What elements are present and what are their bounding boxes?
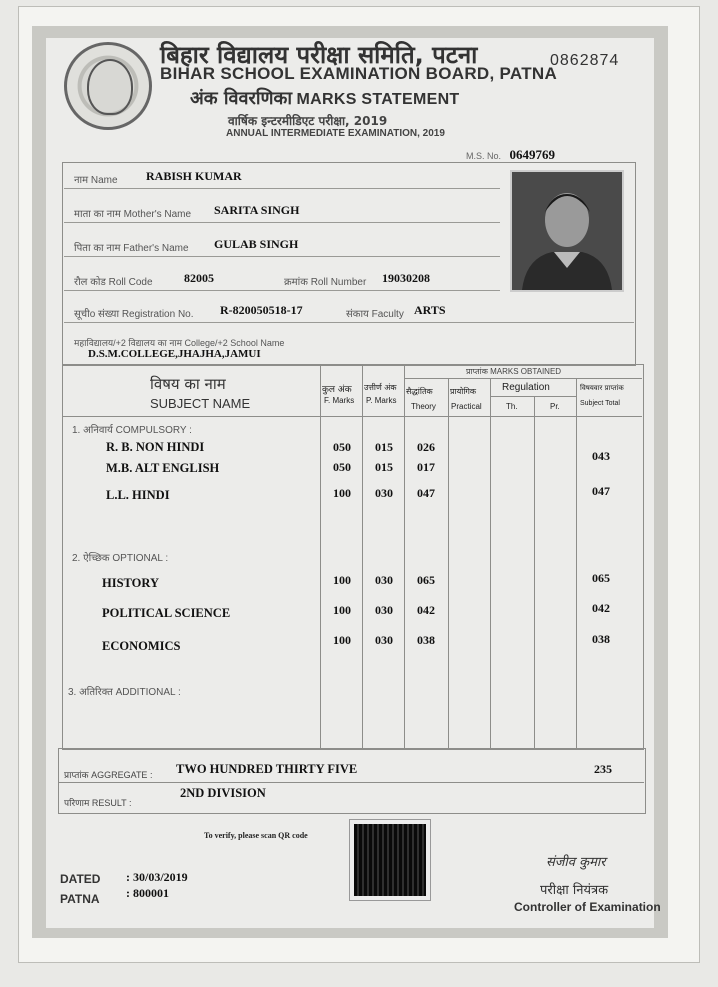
ms-no-label: M.S. No.	[466, 151, 502, 161]
result-value: 2ND DIVISION	[180, 786, 266, 800]
ms-no-value: 0649769	[509, 147, 555, 162]
board-name-hindi: बिहार विद्यालय परीक्षा समिति, पटना	[160, 41, 478, 69]
registration-row	[64, 298, 634, 323]
controller-hindi: परीक्षा नियंत्रक	[540, 883, 609, 898]
full-marks-header: F. Marks	[324, 396, 355, 405]
person-icon	[512, 172, 622, 290]
subject-total: 038	[592, 632, 610, 646]
name-label: नाम Name	[74, 175, 118, 186]
full-marks-hindi: कुल अंक	[322, 385, 352, 395]
regulation-pr: Pr.	[550, 402, 560, 411]
theory-marks: 047	[417, 486, 435, 500]
theory-marks: 042	[417, 603, 435, 617]
section-optional: 2. ऐच्छिक OPTIONAL :	[72, 553, 169, 564]
theory-marks: 026	[417, 440, 435, 454]
section-additional: 3. अतिरिक्त ADDITIONAL :	[68, 687, 181, 698]
pass-marks: 015	[375, 460, 393, 474]
full-marks: 050	[333, 460, 351, 474]
subject-header-hindi: विषय का नाम	[150, 375, 226, 393]
pass-marks: 030	[375, 633, 393, 647]
exam-english: ANNUAL INTERMEDIATE EXAMINATION, 2019	[226, 128, 445, 139]
subject-name: R. B. NON HINDI	[106, 440, 205, 454]
theory-marks: 017	[417, 460, 435, 474]
father-row	[64, 232, 500, 257]
place-code: : 800001	[126, 886, 169, 900]
doc-title-english: MARKS STATEMENT	[296, 91, 460, 108]
combined-subject-total: 043	[592, 449, 610, 463]
subject-name: POLITICAL SCIENCE	[102, 606, 231, 620]
roll-row	[64, 266, 500, 291]
roll-code-label: रौल कोड Roll Code	[74, 277, 153, 288]
board-seal-icon	[64, 42, 152, 130]
subject-total: 042	[592, 601, 610, 615]
pass-marks: 030	[375, 603, 393, 617]
section-compulsory: 1. अनिवार्य COMPULSORY :	[72, 425, 192, 436]
pass-marks-header: P. Marks	[366, 396, 397, 405]
regulation-header: Regulation	[502, 382, 550, 393]
dated-label: DATED	[60, 872, 101, 886]
subject-total-header: Subject Total	[580, 400, 620, 407]
faculty-label: संकाय Faculty	[346, 309, 404, 320]
board-name-english: BIHAR SCHOOL EXAMINATION BOARD, PATNA	[160, 64, 558, 83]
exam-hindi: वार्षिक इन्टरमीडिएट परीक्षा, 2019	[228, 114, 388, 128]
controller-signature: संजीव कुमार	[546, 855, 606, 870]
subject-total: 047	[592, 484, 610, 498]
result-label: परिणाम RESULT :	[64, 798, 132, 808]
pass-marks: 030	[375, 486, 393, 500]
qr-code-icon[interactable]	[350, 820, 430, 900]
full-marks: 050	[333, 440, 351, 454]
practical-hindi: प्रायोगिक	[450, 387, 477, 396]
aggregate-words: TWO HUNDRED THIRTY FIVE	[176, 762, 358, 776]
regulation-th: Th.	[506, 402, 518, 411]
theory-header: Theory	[411, 402, 436, 411]
full-marks: 100	[333, 486, 351, 500]
mother-label: माता का नाम Mother's Name	[74, 209, 192, 220]
full-marks: 100	[333, 573, 351, 587]
mother-name: SARITA SINGH	[214, 203, 300, 217]
place-label: PATNA	[60, 892, 100, 906]
subject-total-hindi: विषयवार प्राप्तांक	[580, 384, 624, 392]
controller-english: Controller of Examination	[514, 900, 661, 914]
pass-marks: 015	[375, 440, 393, 454]
pass-marks-hindi: उत्तीर्ण अंक	[364, 383, 397, 392]
name-row	[64, 164, 500, 189]
subject-name: HISTORY	[102, 576, 159, 590]
theory-hindi: सैद्धांतिक	[406, 387, 433, 396]
doc-title-hindi: अंक विवरणिका	[190, 88, 293, 109]
mother-row	[64, 198, 500, 223]
subject-name: ECONOMICS	[102, 639, 181, 653]
father-label: पिता का नाम Father's Name	[74, 243, 189, 254]
theory-marks: 065	[417, 573, 435, 587]
doc-title	[190, 86, 460, 110]
pass-marks: 030	[375, 573, 393, 587]
father-name: GULAB SINGH	[214, 237, 299, 251]
faculty: ARTS	[414, 303, 446, 317]
roll-number-label: क्रमांक Roll Number	[284, 277, 367, 288]
full-marks: 100	[333, 603, 351, 617]
full-marks: 100	[333, 633, 351, 647]
table-header-rule	[62, 416, 642, 417]
aggregate-label: प्राप्तांक AGGREGATE :	[64, 770, 153, 780]
subject-name: L.L. HINDI	[106, 488, 170, 502]
college-label: महाविद्यालय/+2 विद्यालय का नाम College/+2 School Name	[74, 338, 285, 348]
student-name: RABISH KUMAR	[146, 169, 242, 183]
aggregate-box	[58, 748, 646, 814]
dated-value: : 30/03/2019	[126, 870, 188, 884]
roll-code: 82005	[184, 271, 214, 285]
aggregate-value: 235	[594, 762, 612, 776]
verify-text: To verify, please scan QR code	[204, 831, 308, 840]
subject-header-english: SUBJECT NAME	[150, 396, 251, 411]
theory-marks: 038	[417, 633, 435, 647]
roll-number: 19030208	[382, 271, 430, 285]
serial-number: 0862874	[550, 52, 620, 69]
marks-obtained-header: प्राप्तांक MARKS OBTAINED	[466, 367, 562, 376]
college-name: D.S.M.COLLEGE,JHAJHA,JAMUI	[88, 348, 261, 360]
subject-name: M.B. ALT ENGLISH	[106, 461, 220, 475]
registration-label: सूचीo संख्या Registration No.	[74, 309, 194, 320]
subject-total: 065	[592, 571, 610, 585]
registration-number: R-820050518-17	[220, 303, 303, 317]
practical-header: Practical	[451, 402, 482, 411]
student-photo	[510, 170, 624, 292]
